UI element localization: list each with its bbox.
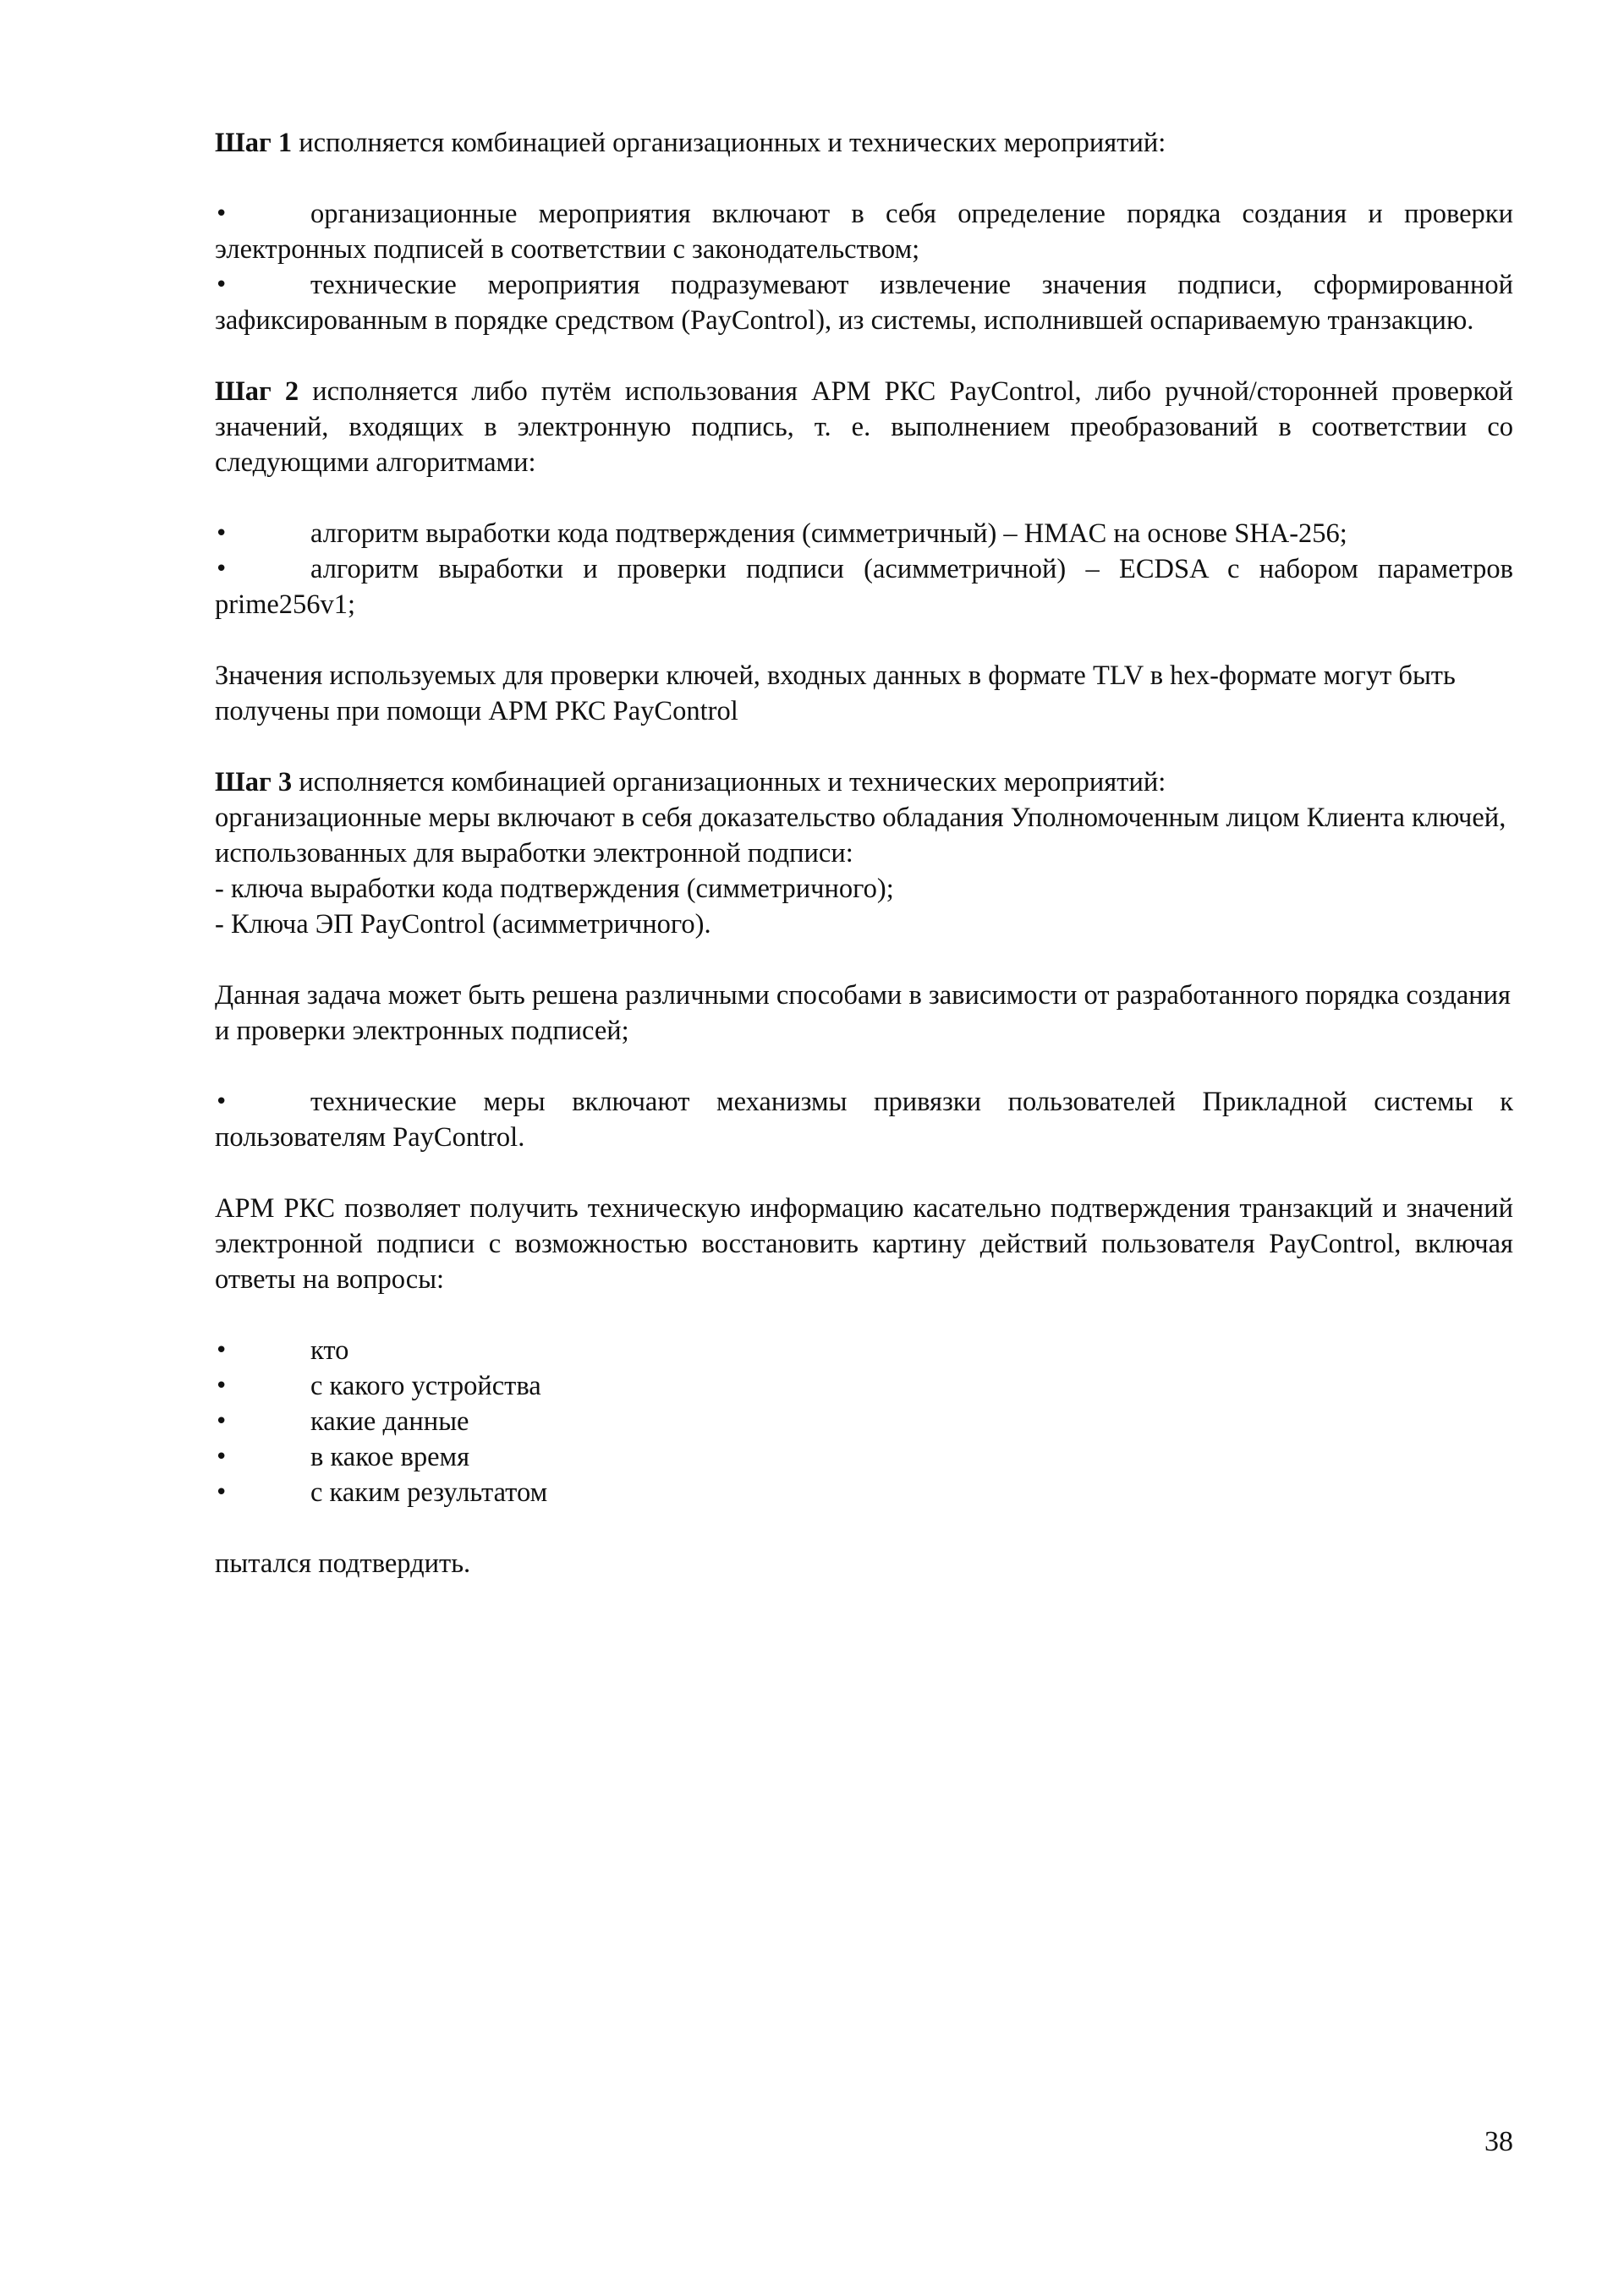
step2-text: исполняется либо путём использования АРМ РКС PayControl, либо ручной/сторонней проверкой значений, входящих в электронную подпись, т. е. выполнением преобразований в соответствии со следующими алгоритмами:: [215, 376, 1513, 478]
bullet-icon: •: [215, 1409, 228, 1434]
question-item: • с какого устройства: [215, 1368, 1513, 1404]
arm-closing: пытался подтвердить.: [215, 1548, 471, 1579]
bullet-icon: •: [215, 556, 228, 582]
bullet-icon: •: [215, 1089, 228, 1115]
step3-task: Данная задача может быть решена различными способами в зависимости от разработанного порядка создания и проверки электронных подписей;: [215, 980, 1512, 1046]
bullet-icon: •: [215, 272, 228, 298]
bullet-icon: •: [215, 521, 228, 546]
page-number: 38: [1484, 2126, 1513, 2157]
step3-tech-bullet: • технические меры включают механизмы привязки пользователей Прикладной системы к пользователям PayControl.: [215, 1084, 1513, 1155]
arm-intro: АРМ РКС позволяет получить техническую информацию касательно подтверждения транзакций и значений электронной подписи с возможностью восстановить картину действий пользователя PayControl, включая ответы на вопросы:: [215, 1193, 1513, 1295]
question-item: • в какое время: [215, 1439, 1513, 1475]
bullet-icon: •: [215, 1444, 228, 1470]
step3-label: Шаг 3: [215, 767, 293, 797]
step3-line-2: - ключа выработки кода подтверждения (симметричного);: [215, 874, 894, 904]
questions-list: [215, 1333, 1513, 1510]
step2-note: Значения используемых для проверки ключей, входных данных в формате TLV в hex-формате могут быть получены при помощи АРМ РКС PayControl: [215, 660, 1456, 726]
step1-bullet-1: • организационные мероприятия включают в себя определение порядка создания и проверки электронных подписей в соответствии с законодательством;: [215, 196, 1513, 267]
document-page: [215, 125, 1513, 1581]
step2-bullet-1: • алгоритм выработки кода подтверждения (симметричный) – HMAC на основе SHA-256;: [215, 516, 1513, 551]
step3-line-3: - Ключа ЭП PayControl (асимметричного).: [215, 909, 711, 940]
question-item: • какие данные: [215, 1404, 1513, 1439]
step2-paragraph: [215, 374, 1513, 480]
step3-line-1: организационные меры включают в себя доказательство обладания Уполномоченным лицом Клиента ключей, использованных для выработки электронной подписи:: [215, 803, 1506, 869]
question-item: • с каким результатом: [215, 1475, 1513, 1510]
step2-label: Шаг 2: [215, 376, 299, 407]
bullet-icon: •: [215, 1480, 228, 1505]
bullet-icon: •: [215, 1373, 228, 1399]
bullet-icon: •: [215, 201, 228, 227]
step2-bullet-2: • алгоритм выработки и проверки подписи (асимметричной) – ECDSA с набором параметров prime256v1;: [215, 551, 1513, 622]
step1-label: Шаг 1: [215, 128, 293, 158]
step1-bullet-2: • технические мероприятия подразумевают извлечение значения подписи, сформированной зафиксированным в порядке средством (PayControl), из системы, исполнившей оспариваемую транзакцию.: [215, 267, 1513, 338]
step1-text: исполняется комбинацией организационных и технических мероприятий:: [292, 128, 1166, 158]
question-item: • кто: [215, 1333, 1513, 1368]
step3-text: исполняется комбинацией организационных и технических мероприятий:: [292, 767, 1166, 797]
step3-paragraph: [215, 764, 1513, 800]
bullet-icon: •: [215, 1338, 228, 1363]
step1-paragraph: [215, 125, 1513, 161]
